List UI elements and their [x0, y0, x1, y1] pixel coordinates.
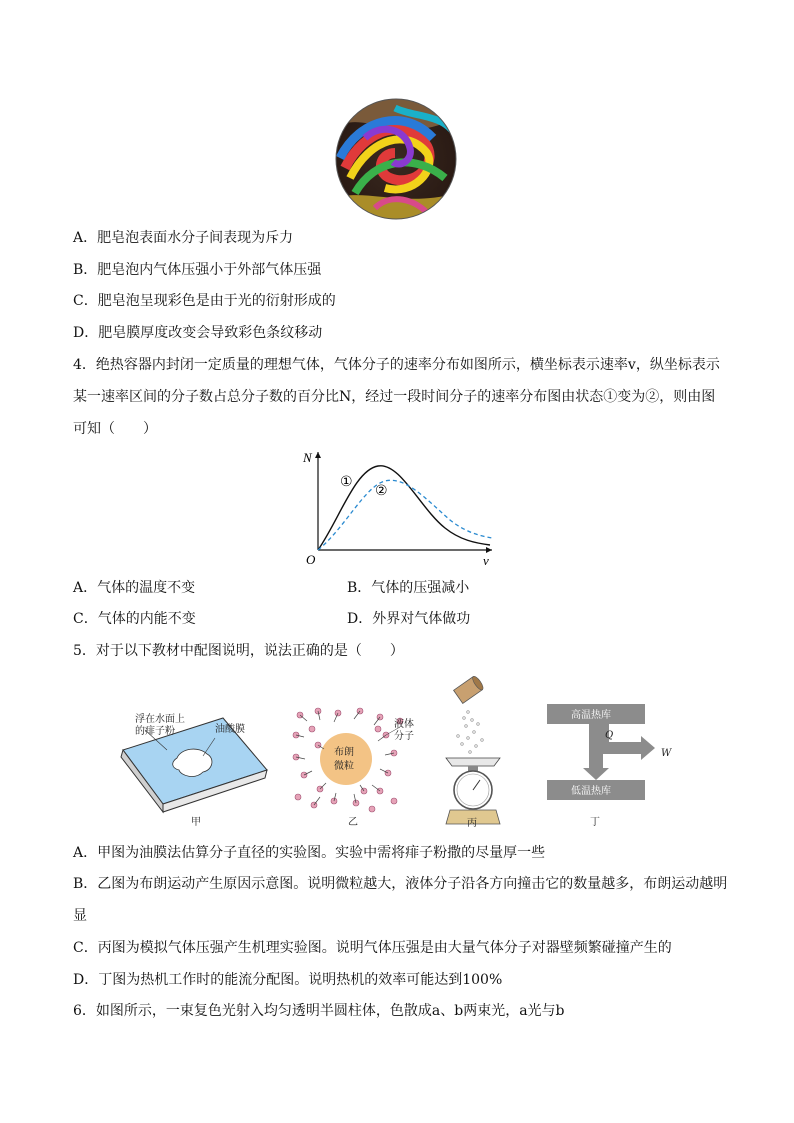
q5-option-b-cont: 显 [73, 908, 87, 924]
label-hot-reservoir: 高温热库 [571, 710, 611, 721]
figure-ding [545, 702, 685, 830]
label-w: W [661, 748, 672, 759]
q4-option-b: B．气体的压强减小 [347, 580, 470, 596]
q6-stem: 6．如图所示，一束复色光射入均匀透明半圆柱体，色散成a、b两束光，a光与b [73, 1003, 565, 1019]
label-cold-reservoir: 低温热库 [571, 786, 611, 797]
q4-option-c: C．气体的内能不变 [73, 611, 196, 627]
x-axis-label: v [483, 553, 489, 568]
q5-option-d: D．丁图为热机工作时的能流分配图。说明热机的效率可能达到100% [73, 972, 503, 988]
figure-yi [290, 705, 415, 830]
label-liquid-2: 分子 [394, 731, 414, 742]
q4-stem-line-1: 4．绝热容器内封闭一定质量的理想气体，气体分子的速率分布如图所示，横坐标表示速率v，纵坐标表示 [73, 357, 720, 373]
label-oleic-film: 油酸膜 [215, 724, 245, 735]
q5-option-b: B．乙图为布朗运动产生原因示意图。说明微粒越大，液体分子沿各方向撞击它的数量越多，布朗运动越明 [73, 876, 728, 892]
caption-jia: 甲 [191, 817, 201, 828]
label-brownian-1: 布朗 [334, 747, 354, 758]
q3-option-b: B．肥皂泡内气体压强小于外部气体压强 [73, 262, 322, 278]
caption-yi: 乙 [348, 817, 358, 828]
figure-jia [115, 700, 275, 830]
y-axis-label: N [303, 450, 312, 465]
q5-stem: 5．对于以下教材中配图说明，说法正确的是（ ） [73, 643, 404, 659]
speed-distribution-graph [300, 448, 500, 572]
origin-label: O [306, 552, 316, 567]
figure-bing [438, 676, 508, 830]
q4-stem-line-2: 某一速率区间的分子数占总分子数的百分比N，经过一段时间分子的速率分布图由状态①变为②，则由图 [73, 389, 716, 405]
q3-option-c: C．肥皂泡呈现彩色是由于光的衍射形成的 [73, 293, 336, 309]
curve-2-label: ② [375, 483, 388, 499]
q5-option-a: A．甲图为油膜法估算分子直径的实验图。实验中需将痱子粉撒的尽量厚一些 [73, 845, 546, 861]
q5-option-c: C．丙图为模拟气体压强产生机理实验图。说明气体压强是由大量气体分子对器壁频繁碰撞产生的 [73, 940, 672, 956]
curve-1-label: ① [340, 474, 353, 490]
label-floating-powder-1: 浮在水面上 [135, 714, 185, 725]
caption-ding: 丁 [590, 817, 600, 828]
q4-stem-line-3: 可知（ ） [73, 421, 157, 437]
label-brownian-2: 微粒 [334, 761, 354, 772]
q3-option-a: A．肥皂泡表面水分子间表现为斥力 [73, 230, 294, 246]
caption-bing: 丙 [467, 818, 477, 829]
soap-bubble-image [335, 98, 457, 220]
q4-option-a: A．气体的温度不变 [73, 580, 196, 596]
q4-option-d: D．外界对气体做功 [347, 611, 471, 627]
label-q: Q [605, 730, 614, 741]
label-liquid-1: 液体 [394, 719, 414, 730]
label-floating-powder-2: 的痱子粉 [135, 726, 175, 737]
q3-option-d: D．肥皂膜厚度改变会导致彩色条纹移动 [73, 325, 323, 341]
